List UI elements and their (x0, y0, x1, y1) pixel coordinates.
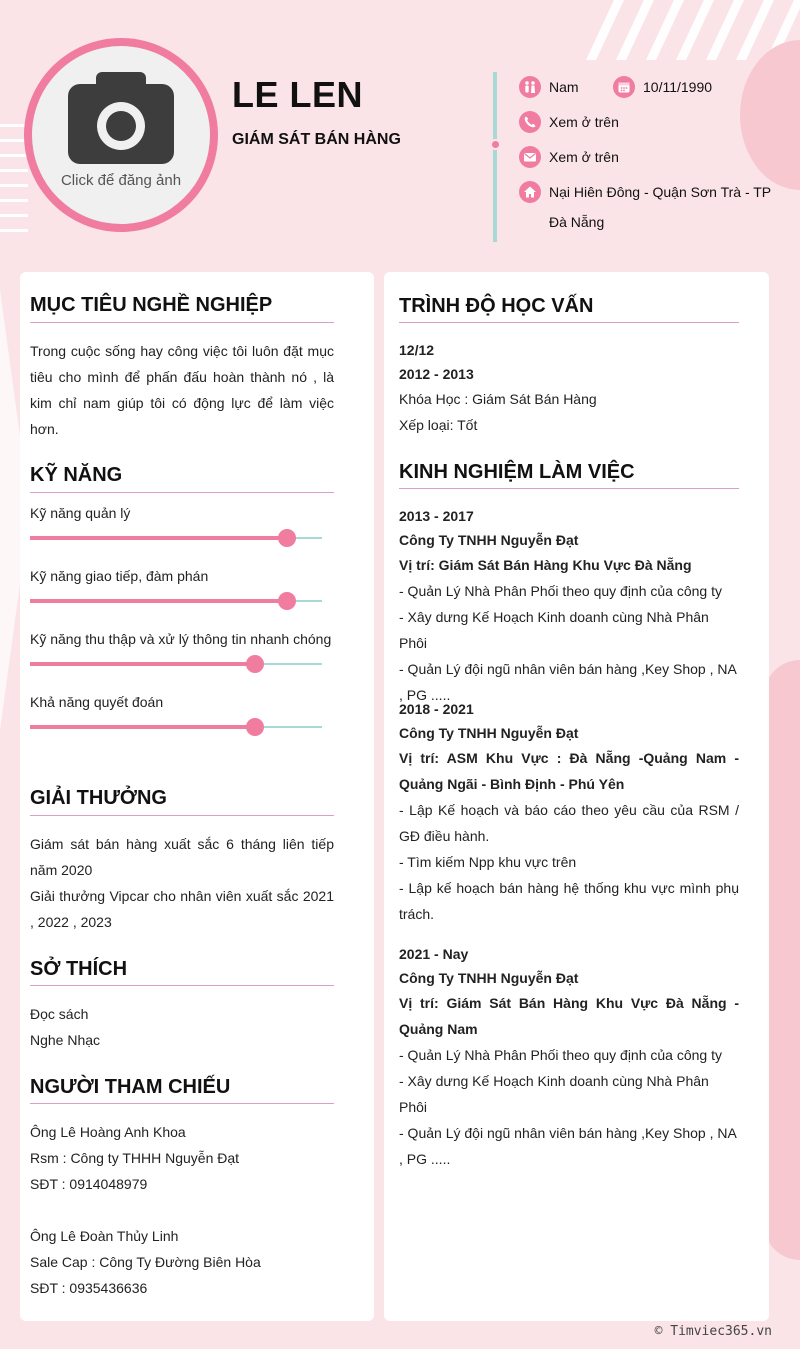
objective-divider (30, 322, 334, 323)
skill-bar (30, 600, 322, 602)
candidate-name: LE LEN (232, 74, 364, 115)
job-description: - Quản Lý Nhà Phân Phối theo quy định của công ty - Xây dưng Kế Hoạch Kinh doanh cùng Nhà Phân Phôi - Quản Lý đội ngũ nhân viên bán hàng ,Key Shop , NA , PG ..... (399, 1047, 737, 1167)
skill-bar-knob (278, 529, 296, 547)
phone-icon (519, 111, 541, 133)
references-title: NGƯỜI THAM CHIẾU (30, 1076, 231, 1098)
decor-circle (740, 40, 800, 190)
gender-row (519, 76, 579, 102)
skill-bar (30, 663, 322, 665)
reference-company: Rsm : Công ty THHH Nguyễn Đạt (30, 1150, 240, 1166)
job-title: GIÁM SÁT BÁN HÀNG (232, 131, 401, 148)
email-row (519, 146, 619, 172)
address-value: Nại Hiên Đông - Quận Sơn Trà - TP Đà Nẵng (549, 184, 771, 230)
divider-dot (490, 139, 501, 150)
job-period: 2018 - 2021 (399, 701, 474, 717)
job-description: - Lập Kế hoạch và báo cáo theo yêu cầu của RSM / GĐ điều hành. - Tìm kiếm Npp khu vực trên - Lập kế hoạch bán hàng hệ thống khu vực mình phụ trách. (399, 802, 739, 922)
education-title: TRÌNH ĐỘ HỌC VẤN (399, 295, 594, 317)
reference-name: Ông Lê Hoàng Anh Khoa (30, 1124, 186, 1140)
email-value: Xem ở trên (549, 149, 619, 165)
phone-value: Xem ở trên (549, 114, 619, 130)
reference-phone: SĐT : 0914048979 (30, 1176, 148, 1192)
divider-bar (493, 72, 497, 242)
skill-label: Khả năng quyết đoán (30, 694, 164, 710)
skill-bar (30, 537, 322, 539)
experience-title: KINH NGHIỆM LÀM VIỆC (399, 461, 635, 483)
education-years: 2012 - 2013 (399, 366, 474, 382)
hobbies-divider (30, 985, 334, 986)
job-description: - Quản Lý Nhà Phân Phối theo quy định của công ty - Xây dưng Kế Hoạch Kinh doanh cùng Nhà Phân Phôi - Quản Lý đội ngũ nhân viên bán hàng ,Key Shop , NA , PG ..... (399, 583, 737, 703)
skills-divider (30, 492, 334, 493)
skill-bar-fill (30, 599, 287, 603)
job-company: Công Ty TNHH Nguyễn Đạt (399, 970, 579, 986)
awards-text: Giám sát bán hàng xuất sắc 6 tháng liên tiếp năm 2020 Giải thưởng Vipcar cho nhân viên xuất sắc 2021 , 2022 , 2023 (30, 836, 334, 930)
education-course: Khóa Học : Giám Sát Bán Hàng (399, 391, 597, 407)
skill-bar-fill (30, 725, 255, 729)
skills-title: KỸ NĂNG (30, 464, 123, 486)
job-position: Vị trí: ASM Khu Vực : Đà Nẵng -Quảng Nam - Quảng Ngãi - Bình Định - Phú Yên (399, 750, 739, 792)
camera-icon[interactable] (68, 72, 174, 164)
job-company: Công Ty TNHH Nguyễn Đạt (399, 532, 579, 548)
footer-credit: © Timviec365.vn (654, 1324, 772, 1339)
calendar-icon (613, 76, 635, 98)
address-row (519, 181, 779, 237)
reference-name: Ông Lê Đoàn Thủy Linh (30, 1228, 179, 1244)
hobby-item: Nghe Nhạc (30, 1032, 101, 1048)
gender-icon (519, 76, 541, 98)
hobbies-title: SỞ THÍCH (30, 958, 128, 980)
job-company: Công Ty TNHH Nguyễn Đạt (399, 725, 579, 741)
education-divider (399, 322, 739, 323)
skill-label: Kỹ năng giao tiếp, đàm phán (30, 568, 209, 584)
birthday-value: 10/11/1990 (643, 79, 713, 95)
avatar-upload-label[interactable]: Click để đăng ảnh (60, 172, 182, 189)
phone-row (519, 111, 619, 137)
skill-bar (30, 726, 322, 728)
education-rank: Xếp loại: Tốt (399, 417, 478, 433)
skill-label: Kỹ năng thu thập và xử lý thông tin nhanh chóng (30, 631, 332, 647)
decor-right-shape (764, 660, 800, 1260)
skill-bar-fill (30, 536, 287, 540)
job-period: 2021 - Nay (399, 946, 469, 962)
experience-divider (399, 488, 739, 489)
reference-phone: SĐT : 0935436636 (30, 1280, 148, 1296)
references-divider (30, 1103, 334, 1104)
skill-bar-knob (246, 718, 264, 736)
objective-text: Trong cuộc sống hay công việc tôi luôn đặt mục tiêu cho mình để phấn đấu hoàn thành nó , là kim chỉ nam giúp tôi có động lực để làm việc hơn. (30, 343, 334, 437)
skill-bar-fill (30, 662, 255, 666)
gender-value: Nam (549, 79, 579, 95)
skill-bar-knob (278, 592, 296, 610)
skill-bar-knob (246, 655, 264, 673)
reference-company: Sale Cap : Công Ty Đường Biên Hòa (30, 1254, 261, 1270)
email-icon (519, 146, 541, 168)
birthday-row (613, 76, 712, 102)
awards-divider (30, 815, 334, 816)
education-grade: 12/12 (399, 342, 435, 358)
job-position: Vị trí: Giám Sát Bán Hàng Khu Vực Đà Nẵng - Quảng Nam (399, 995, 739, 1037)
job-position: Vị trí: Giám Sát Bán Hàng Khu Vực Đà Nẵng (399, 557, 692, 573)
objective-title: MỤC TIÊU NGHỀ NGHIỆP (30, 294, 273, 316)
awards-title: GIẢI THƯỞNG (30, 787, 167, 809)
hobby-item: Đọc sách (30, 1006, 89, 1022)
skill-label: Kỹ năng quản lý (30, 505, 131, 521)
job-period: 2013 - 2017 (399, 508, 474, 524)
home-icon (519, 181, 541, 203)
